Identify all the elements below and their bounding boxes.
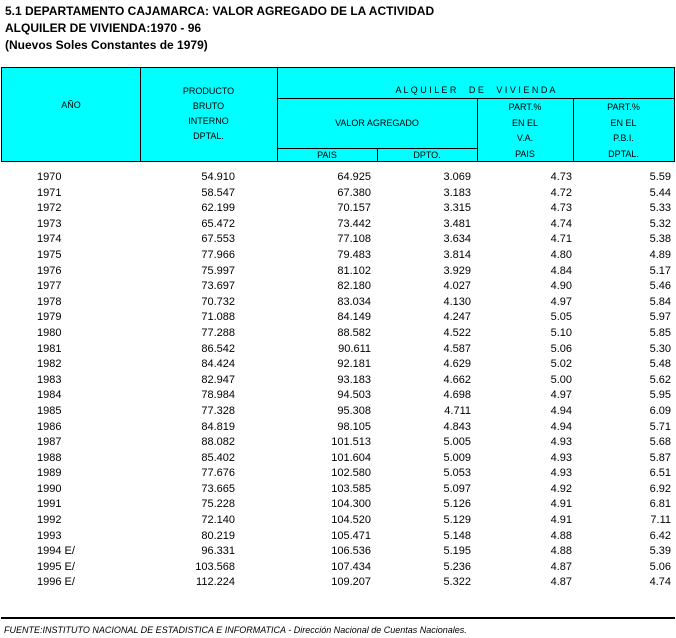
table-header (1, 67, 675, 162)
cell-year: 1985 (37, 404, 62, 417)
cell-dpto: 5.148 (443, 529, 471, 542)
cell-pbi: 54.910 (201, 171, 235, 183)
cell-part-pbi: 5.97 (649, 311, 671, 324)
cell-part-va: 4.88 (550, 529, 572, 542)
cell-part-pbi: 6.42 (649, 529, 671, 542)
cell-pais: 82.180 (337, 280, 371, 293)
cell-dpto: 4.711 (444, 404, 471, 417)
cell-pais: 90.611 (338, 342, 371, 355)
cell-part-va: 4.93 (550, 467, 572, 480)
cell-part-va: 4.97 (550, 389, 572, 402)
cell-pbi: 82.947 (201, 373, 235, 386)
cell-pais: 107.434 (331, 560, 371, 573)
cell-pais: 88.582 (337, 326, 371, 339)
cell-year: 1976 (37, 264, 62, 277)
cell-part-va: 4.92 (550, 482, 572, 495)
header-year: AÑO (61, 100, 81, 110)
cell-dpto: 4.522 (443, 326, 471, 339)
cell-pbi: 84.819 (201, 420, 235, 433)
header-pais: PAIS (317, 150, 337, 160)
table-row (1, 482, 675, 498)
cell-part-va: 4.84 (550, 264, 572, 277)
cell-pais: 98.105 (337, 420, 371, 433)
cell-part-pbi: 4.89 (649, 248, 671, 261)
cell-pais: 102.580 (331, 467, 371, 480)
cell-part-va: 4.93 (550, 451, 572, 464)
cell-part-pbi: 5.84 (649, 295, 671, 308)
header-dpto: DPTO. (413, 150, 441, 160)
table-row (1, 326, 675, 342)
table-row (1, 529, 675, 545)
cell-year: 1973 (37, 217, 62, 230)
cell-dpto: 5.053 (443, 467, 471, 480)
cell-pais: 79.483 (337, 248, 371, 261)
table-row (1, 435, 675, 451)
cell-dpto: 3.929 (443, 264, 471, 277)
cell-dpto: 5.129 (443, 514, 471, 527)
table-row (1, 186, 675, 202)
cell-year: 1993 (37, 529, 62, 542)
table-row (1, 373, 675, 389)
cell-pais: 105.471 (331, 529, 371, 542)
cell-pbi: 72.140 (201, 514, 235, 527)
cell-pbi: 78.984 (201, 389, 235, 402)
cell-part-va: 5.10 (550, 326, 572, 339)
table-row (1, 295, 675, 311)
cell-pbi: 75.228 (201, 498, 235, 511)
cell-pais: 83.034 (337, 295, 371, 308)
cell-pais: 84.149 (337, 311, 371, 324)
table-row (1, 279, 675, 295)
cell-part-pbi: 5.68 (649, 436, 671, 449)
title-line-2: ALQUILER DE VIVIENDA:1970 - 96 (5, 21, 202, 35)
cell-pais: 95.308 (337, 404, 371, 417)
table-row (1, 575, 675, 591)
cell-part-va: 5.00 (550, 373, 572, 386)
cell-dpto: 4.698 (443, 389, 471, 402)
cell-dpto: 4.587 (443, 342, 471, 355)
cell-pbi: 103.568 (195, 560, 235, 573)
cell-pbi: 84.424 (201, 358, 235, 371)
title-line-1: 5.1 DEPARTAMENTO CAJAMARCA: VALOR AGREGADO DE LA ACTIVIDAD (5, 4, 435, 18)
table-row (1, 201, 675, 217)
table-row (1, 513, 675, 529)
cell-year: 1980 (37, 326, 62, 339)
cell-pbi: 73.697 (201, 280, 235, 293)
cell-pbi: 80.219 (201, 529, 235, 542)
cell-pais: 70.157 (337, 202, 371, 215)
cell-pbi: 77.676 (201, 467, 235, 480)
table-row (1, 232, 675, 248)
cell-part-pbi: 5.17 (649, 264, 671, 277)
cell-pbi: 75.997 (201, 264, 235, 277)
cell-year: 1970 (37, 171, 62, 183)
cell-year: 1988 (37, 451, 62, 464)
cell-year: 1979 (37, 311, 62, 324)
cell-part-va: 5.06 (550, 342, 572, 355)
cell-pais: 101.604 (331, 451, 371, 464)
header-part-pbi: PART.% EN EL P.B.I. DPTAL. (607, 102, 640, 159)
cell-part-va: 4.90 (550, 280, 572, 293)
cell-part-pbi: 4.74 (649, 576, 671, 589)
header-part-va: PART.% EN EL V.A. PAIS (508, 102, 542, 159)
cell-dpto: 4.843 (443, 420, 471, 433)
cell-part-va: 4.91 (550, 514, 572, 527)
table-bottom-rule (1, 617, 675, 619)
cell-part-pbi: 5.33 (649, 202, 671, 215)
cell-part-pbi: 5.46 (649, 280, 671, 293)
cell-part-pbi: 5.62 (649, 373, 671, 386)
cell-dpto: 5.195 (443, 545, 471, 558)
cell-part-va: 4.88 (550, 545, 572, 558)
cell-part-va: 4.91 (550, 498, 572, 511)
cell-pbi: 77.328 (201, 404, 235, 417)
cell-dpto: 5.322 (443, 576, 471, 589)
table-row (1, 560, 675, 576)
cell-part-va: 5.05 (550, 311, 572, 324)
cell-pais: 104.300 (331, 498, 371, 511)
source-note: FUENTE:INSTITUTO NACIONAL DE ESTADISTICA E INFORMATICA - Dirección Nacional de Cuentas Nacionales. (4, 625, 467, 635)
cell-dpto: 4.629 (443, 358, 471, 371)
cell-pais: 109.207 (331, 576, 371, 589)
cell-part-pbi: 5.85 (649, 326, 671, 339)
cell-year: 1986 (37, 420, 62, 433)
cell-part-pbi: 5.44 (649, 186, 671, 199)
cell-part-va: 4.72 (550, 186, 572, 199)
header-valor-agregado: VALOR AGREGADO (335, 118, 419, 128)
cell-pbi: 86.542 (201, 342, 235, 355)
cell-dpto: 3.634 (443, 233, 471, 246)
cell-pbi: 85.402 (201, 451, 235, 464)
cell-year: 1978 (37, 295, 62, 308)
cell-dpto: 3.069 (443, 171, 471, 183)
cell-year: 1996 E/ (37, 576, 75, 589)
cell-year: 1975 (37, 248, 62, 261)
cell-part-va: 4.87 (550, 576, 572, 589)
table-row (1, 466, 675, 482)
table-row (1, 217, 675, 233)
cell-part-pbi: 5.32 (649, 217, 671, 230)
cell-part-pbi: 5.48 (649, 358, 671, 371)
cell-pbi: 73.665 (201, 482, 235, 495)
cell-pais: 81.102 (337, 264, 371, 277)
cell-year: 1989 (37, 467, 62, 480)
cell-part-va: 4.73 (550, 171, 572, 183)
table-row (1, 248, 675, 264)
cell-part-va: 4.87 (550, 560, 572, 573)
cell-part-pbi: 5.87 (649, 451, 671, 464)
table-row (1, 497, 675, 513)
document-title (5, 3, 434, 54)
cell-pbi: 62.199 (201, 202, 235, 215)
table-row (1, 451, 675, 467)
cell-part-pbi: 5.06 (649, 560, 671, 573)
cell-pbi: 96.331 (201, 545, 235, 558)
cell-pais: 106.536 (331, 545, 371, 558)
cell-pais: 77.108 (337, 233, 371, 246)
header-group-alquiler: A L Q U I L E R D E V I V I E N D A (395, 85, 556, 95)
cell-dpto: 4.662 (443, 373, 471, 386)
cell-year: 1984 (37, 389, 62, 402)
cell-part-pbi: 5.38 (649, 233, 671, 246)
cell-year: 1990 (37, 482, 62, 495)
cell-part-pbi: 7.11 (650, 514, 671, 527)
cell-pais: 94.503 (337, 389, 371, 402)
cell-part-pbi: 5.59 (649, 171, 671, 183)
table-row (1, 544, 675, 560)
cell-pais: 67.380 (337, 186, 371, 199)
cell-dpto: 5.097 (443, 482, 471, 495)
table-row (1, 342, 675, 358)
table-row (1, 357, 675, 373)
cell-dpto: 3.481 (443, 217, 471, 230)
cell-dpto: 5.009 (443, 451, 471, 464)
cell-pais: 92.181 (337, 358, 371, 371)
cell-pbi: 77.288 (201, 326, 235, 339)
table-row (1, 388, 675, 404)
cell-pais: 103.585 (331, 482, 371, 495)
cell-part-pbi: 6.92 (649, 482, 671, 495)
cell-dpto: 3.315 (443, 202, 471, 215)
cell-pais: 101.513 (331, 436, 371, 449)
cell-year: 1991 (37, 498, 62, 511)
cell-part-pbi: 6.09 (649, 404, 671, 417)
table-row (1, 310, 675, 326)
cell-year: 1981 (37, 342, 62, 355)
cell-year: 1972 (37, 202, 62, 215)
cell-dpto: 5.005 (443, 436, 471, 449)
cell-part-va: 5.02 (550, 358, 572, 371)
cell-year: 1983 (37, 373, 62, 386)
cell-part-va: 4.73 (550, 202, 572, 215)
cell-pais: 93.183 (337, 373, 371, 386)
cell-part-va: 4.71 (550, 233, 572, 246)
table-row (1, 264, 675, 280)
cell-year: 1977 (37, 280, 62, 293)
cell-dpto: 5.126 (443, 498, 471, 511)
cell-part-va: 4.94 (550, 404, 572, 417)
cell-part-va: 4.97 (550, 295, 572, 308)
cell-part-va: 4.94 (550, 420, 572, 433)
cell-pbi: 88.082 (201, 436, 235, 449)
title-line-3: (Nuevos Soles Constantes de 1979) (5, 38, 208, 52)
cell-pais: 64.925 (337, 171, 371, 183)
cell-year: 1992 (37, 514, 62, 527)
cell-pbi: 65.472 (201, 217, 235, 230)
cell-pais: 73.442 (337, 217, 371, 230)
cell-pbi: 71.088 (201, 311, 235, 324)
cell-part-pbi: 5.39 (649, 545, 671, 558)
cell-year: 1982 (37, 358, 62, 371)
cell-pbi: 77.966 (201, 248, 235, 261)
cell-part-pbi: 6.51 (649, 467, 671, 480)
cell-year: 1994 E/ (37, 545, 75, 558)
cell-part-va: 4.80 (550, 248, 572, 261)
cell-year: 1971 (37, 186, 62, 199)
cell-part-pbi: 6.81 (649, 498, 671, 511)
cell-dpto: 3.814 (443, 248, 471, 261)
cell-pbi: 58.547 (201, 186, 235, 199)
cell-part-va: 4.74 (550, 217, 572, 230)
cell-dpto: 3.183 (443, 186, 471, 199)
cell-pbi: 70.732 (201, 295, 235, 308)
cell-year: 1974 (37, 233, 62, 246)
cell-dpto: 4.247 (443, 311, 471, 324)
table-row (1, 404, 675, 420)
cell-part-va: 4.93 (550, 436, 572, 449)
cell-part-pbi: 5.71 (649, 420, 671, 433)
cell-part-pbi: 5.95 (649, 389, 671, 402)
cell-year: 1995 E/ (37, 560, 75, 573)
table-row (1, 170, 675, 186)
cell-dpto: 5.236 (443, 560, 471, 573)
table-body (1, 170, 675, 591)
cell-pbi: 112.224 (196, 576, 235, 589)
table-row (1, 420, 675, 436)
cell-year: 1987 (37, 436, 62, 449)
cell-pbi: 67.553 (201, 233, 235, 246)
cell-part-pbi: 5.30 (649, 342, 671, 355)
cell-dpto: 4.130 (443, 295, 471, 308)
cell-dpto: 4.027 (443, 280, 471, 293)
header-pbi: PRODUCTO BRUTO INTERNO DPTAL. (182, 86, 235, 141)
cell-pais: 104.520 (331, 514, 371, 527)
